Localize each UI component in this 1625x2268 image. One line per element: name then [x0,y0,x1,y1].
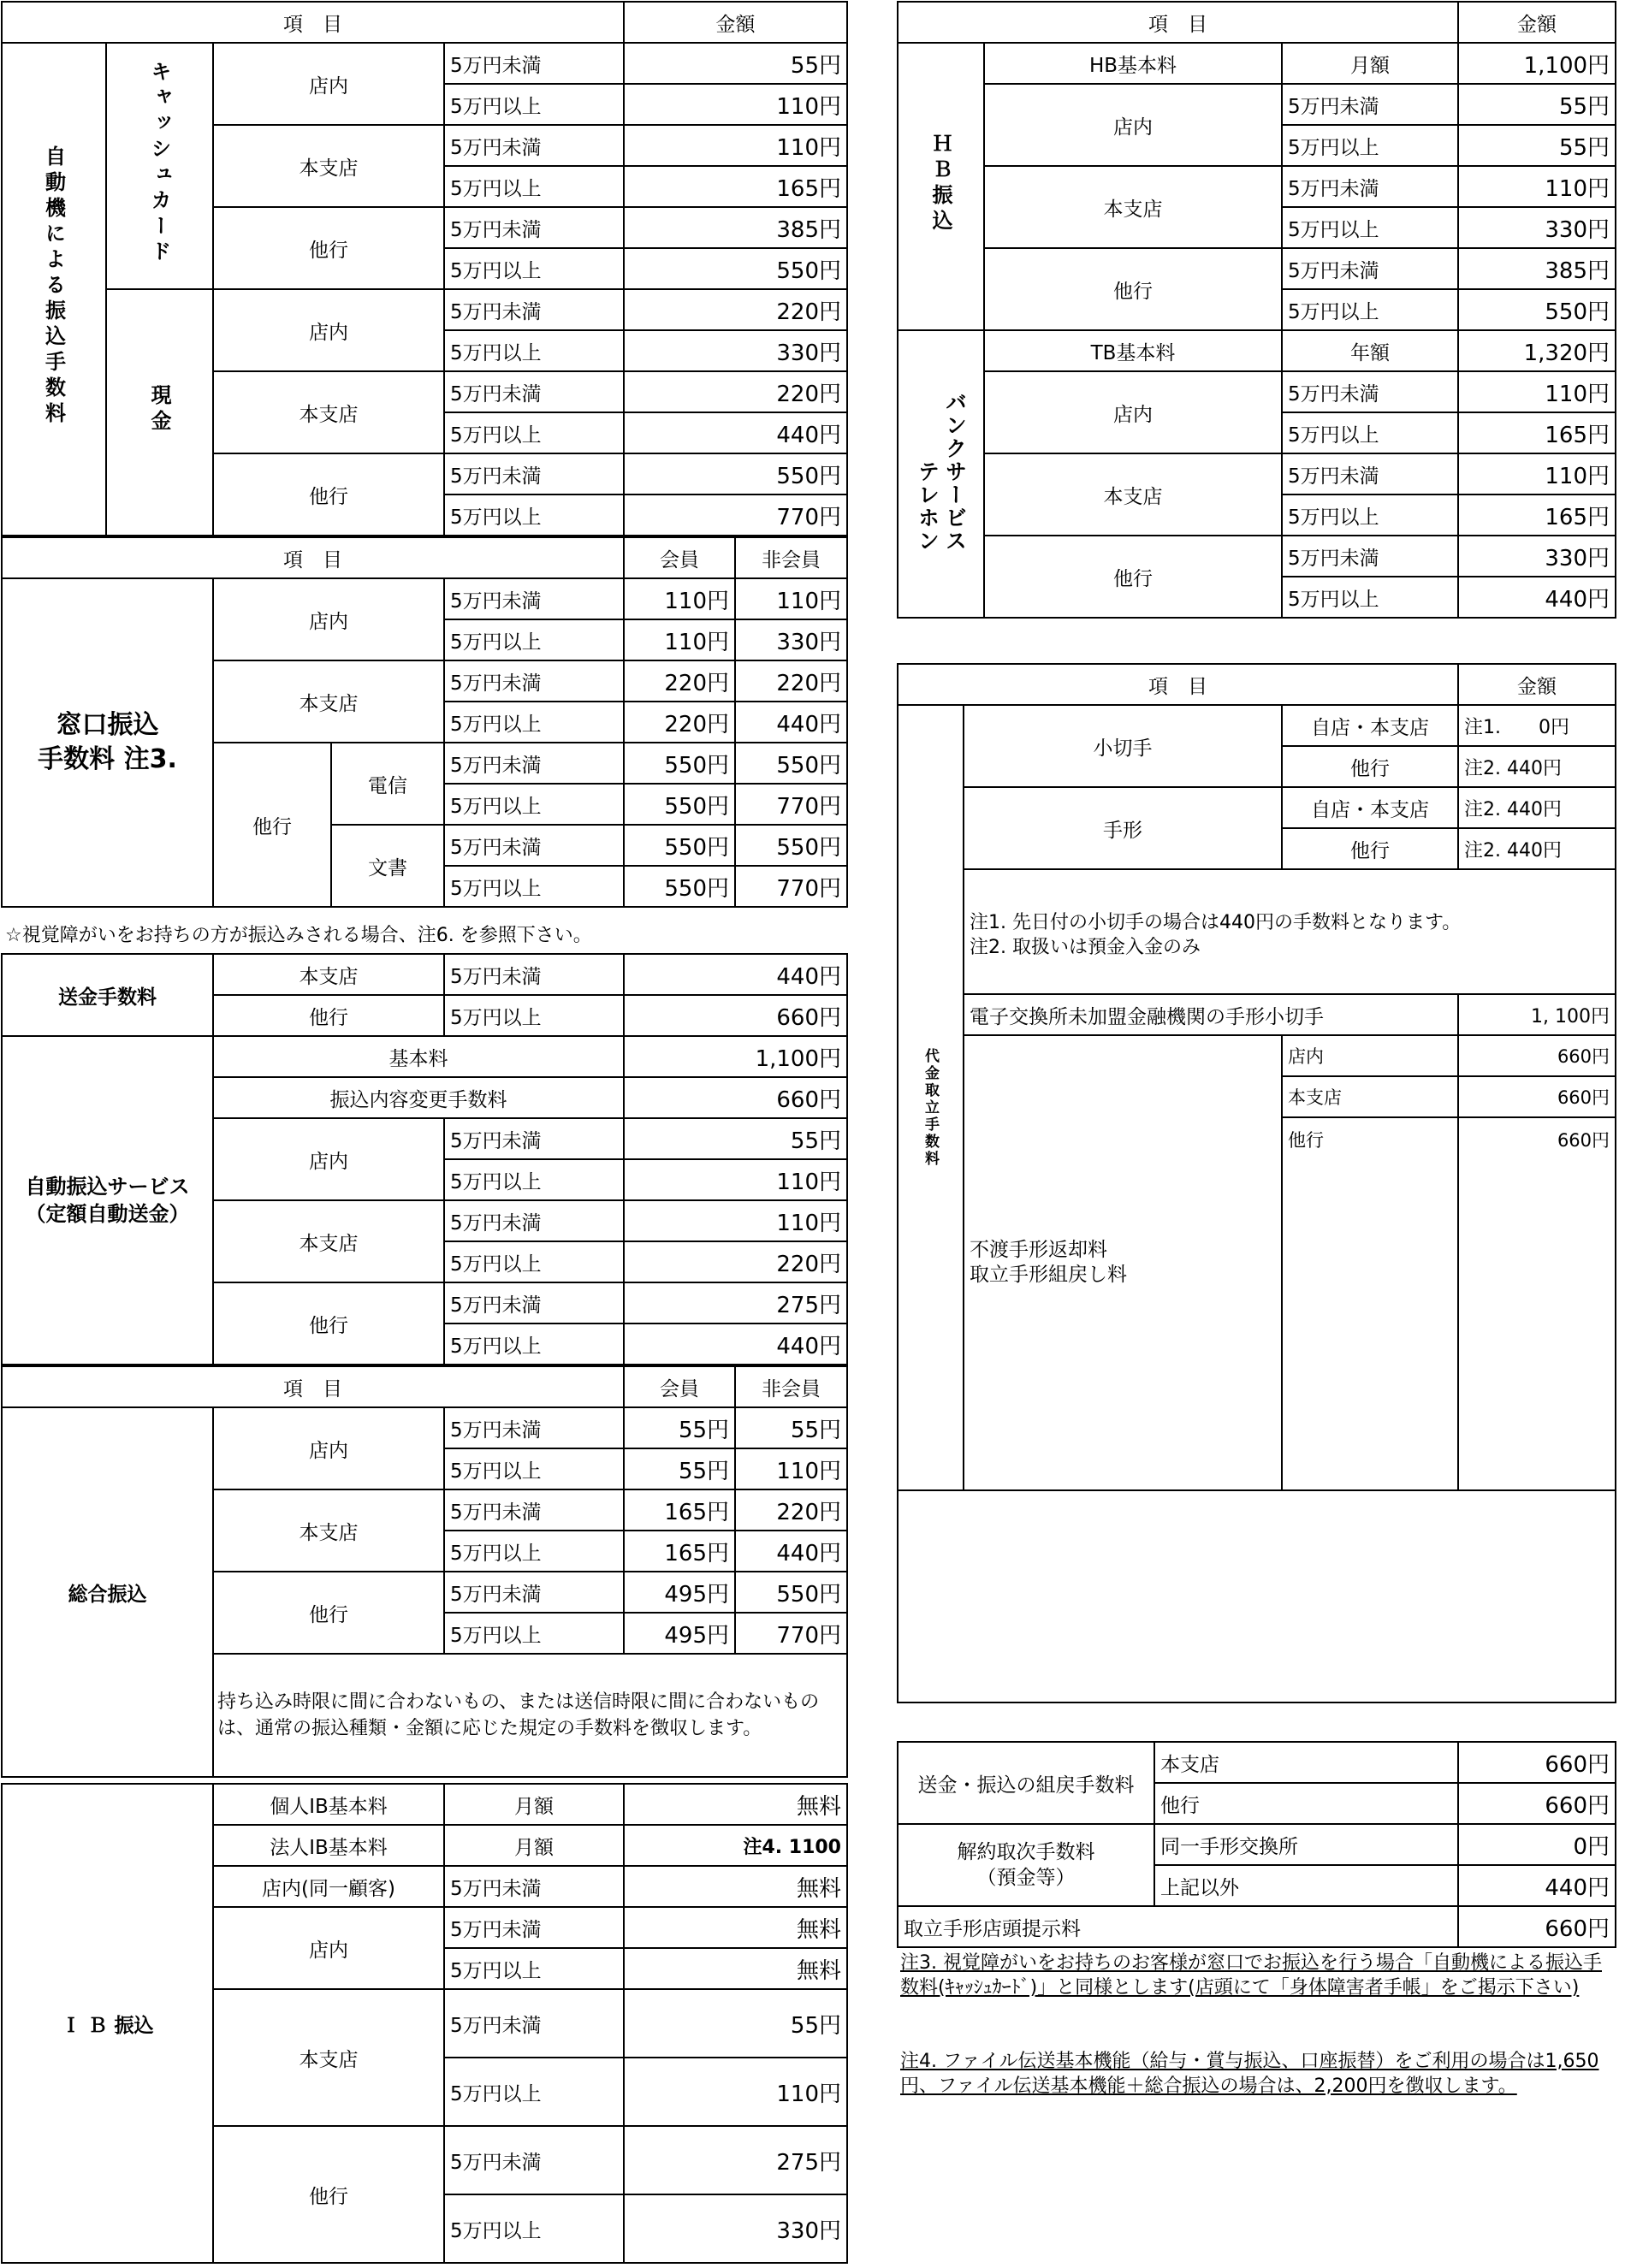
nonmember-fee: 770円 [735,866,847,907]
tier-over: 5万円以上 [444,494,624,536]
nengaku-label: 年額 [1282,330,1458,371]
row-label-tako: 他行 [213,207,444,289]
fee-cell: 110円 [624,125,847,166]
blank-area [898,1490,1616,1702]
row-label-honshi: 本支店 [213,1489,444,1572]
fee-cell: 110円 [1458,453,1616,494]
tier-under: 5万円未満 [444,1866,624,1907]
tier-over: 5万円以上 [1282,494,1458,536]
cash-card-label: キャッシュカード [106,43,213,289]
fee-cell: 注1. 0円 [1458,705,1616,746]
row-label-tako: 他行 [1154,1783,1458,1824]
fuwatari-line-2: 取立手形組戻し料 [970,1264,1127,1286]
tb-kihon-label: TB基本料 [984,330,1282,371]
tier-over: 5万円以上 [444,1613,624,1654]
fuwatari-line-1: 不渡手形返却料 [970,1239,1107,1261]
tier-under: 5万円未満 [444,1407,624,1448]
tier-under: 5万円未満 [444,453,624,494]
window-label [2,578,213,907]
header-item: 項 目 [2,537,624,578]
getsugaku-label: 月額 [444,1784,624,1825]
tegata-label: 手形 [964,787,1282,869]
fee-cell: 220円 [624,371,847,412]
fee-cell: 440円 [624,412,847,453]
fee-cell: 無料 [624,1948,847,1989]
tier-over: 5万円以上 [444,1241,624,1282]
row-label-tako: 他行 [213,743,331,907]
tier-under: 5万円未満 [1282,84,1458,125]
nonmember-fee: 770円 [735,1613,847,1654]
sougou-table [1,1365,848,1778]
fee-cell: 330円 [1458,536,1616,577]
tier-under: 5万円未満 [444,43,624,84]
member-fee: 550円 [624,825,735,866]
row-label-honshi: 本支店 [213,125,444,207]
header-nonmember: 非会員 [735,537,847,578]
row-label-tako: 他行 [213,1572,444,1654]
ib-table [1,1783,848,2264]
tier-over: 5万円以上 [444,866,624,907]
row-label-ten: 店内 [213,43,444,125]
tier-under: 5万円未満 [444,2126,624,2194]
fee-cell: 440円 [1458,577,1616,618]
atm-fee-table [1,1,848,536]
member-fee: 220円 [624,702,735,743]
getsugaku-label: 月額 [1282,43,1458,84]
tier-under: 5万円未満 [444,125,624,166]
daikin-table [897,663,1616,1703]
row-label-tako: 他行 [1282,746,1458,787]
nonmember-fee: 550円 [735,1572,847,1613]
header-amount: 金額 [624,2,847,43]
tier-under: 5万円未満 [444,1118,624,1159]
row-label-ten: 店内 [984,84,1282,166]
tier-under: 5万円未満 [1282,248,1458,289]
kogitte-label: 小切手 [964,705,1282,787]
fee-cell: 110円 [624,1159,847,1200]
window-label-line2: 手数料 注3. [38,744,177,774]
tier-over: 5万円以上 [444,166,624,207]
tier-over: 5万円以上 [444,412,624,453]
tier-over: 5万円以上 [444,330,624,371]
tier-under: 5万円未満 [444,1200,624,1241]
fee-cell: 1, 100円 [1458,994,1616,1035]
member-fee: 165円 [624,1489,735,1531]
fee-cell: 330円 [624,330,847,371]
fee-cell: 55円 [624,1989,847,2058]
kumi-label: 送金・振込の組戻手数料 [898,1742,1154,1824]
row-label-honshi: 本支店 [213,1200,444,1282]
header-amount: 金額 [1458,664,1616,705]
tier-under: 5万円未満 [444,1572,624,1613]
fee-cell: 275円 [624,1282,847,1323]
fee-cell: 55円 [1458,125,1616,166]
row-label-ten: 店内 [213,578,444,660]
tier-over: 5万円以上 [1282,125,1458,166]
houjin-label: 法人IB基本料 [213,1825,444,1866]
header-item: 項 目 [2,2,624,43]
kaiyaku-line-1: 解約取次手数料 [957,1841,1095,1863]
nonmember-fee: 440円 [735,702,847,743]
auto-label-line2: （定額自動送金） [25,1202,190,1226]
header-member: 会員 [624,1366,735,1407]
fee-cell: 55円 [624,1118,847,1159]
fee-cell: 550円 [624,248,847,289]
sougou-note: 持ち込み時限に間に合わないもの、または送信時限に間に合わないものは、通常の振込種類・金額に応じた規定の手数料を徴収します。 [213,1654,847,1777]
tier-under: 5万円未満 [444,578,624,619]
header-item: 項 目 [898,2,1458,43]
row-label-tako: 他行 [1282,1117,1458,1490]
soukin-label: 送金手数料 [2,954,213,1036]
fee-cell: 55円 [1458,84,1616,125]
fee-cell: 440円 [1458,1865,1616,1906]
fee-cell: 385円 [624,207,847,248]
row-label-tako: 他行 [1282,828,1458,869]
member-fee: 550円 [624,743,735,784]
tier-over: 5万円以上 [444,1448,624,1489]
soukin-table [1,953,848,1037]
row-label-honshi: 本支店 [984,166,1282,248]
fee-cell: 660円 [1458,1117,1616,1490]
tier-under: 5万円未満 [444,1489,624,1531]
row-label-honshi: 本支店 [213,1989,444,2126]
kaiyaku-line-2: （預金等） [976,1867,1076,1889]
fee-cell: 110円 [624,1200,847,1241]
kaiyaku-label [898,1824,1154,1906]
tb-label: テレホン バンクサービス [898,330,984,618]
tier-under: 5万円未満 [444,743,624,784]
tier-over: 5万円以上 [444,84,624,125]
nonmember-fee: 110円 [735,1448,847,1489]
toritate-label: 取立手形店頭提示料 [898,1906,1458,1947]
fee-cell: 110円 [624,84,847,125]
row-label-honshi: 本支店 [213,371,444,453]
fee-cell: 550円 [624,453,847,494]
tier-under: 5万円未満 [1282,453,1458,494]
tier-over: 5万円以上 [444,702,624,743]
fee-cell: 0円 [1458,1824,1616,1865]
atm-label: 自動機による振込手数料 [2,43,106,536]
row-label-ten: 店内 [213,1407,444,1489]
auto-label-line1: 自動振込サービス [25,1175,190,1199]
tier-over: 5万円以上 [444,2194,624,2263]
row-label-honshi: 本支店 [213,660,444,743]
row-label-ten: 店内 [213,1118,444,1200]
cash-label: 現金 [106,289,213,536]
tier-under: 5万円未満 [444,954,624,995]
row-label-tako: 他行 [213,2126,444,2263]
same-customer-label: 店内(同一顧客) [213,1866,444,1907]
nonmember-fee: 550円 [735,743,847,784]
tier-over: 5万円以上 [444,784,624,825]
fee-cell: 55円 [624,43,847,84]
member-fee: 55円 [624,1448,735,1489]
jiten-label: 自店・本支店 [1282,787,1458,828]
fee-cell: 660円 [1458,1035,1616,1076]
member-fee: 495円 [624,1613,735,1654]
note-3: 注3. 視覚障がいをお持ちのお客様が窓口でお振込を行う場合「自動機による振込手数料(ｷｬｯｼｭｶｰﾄﾞ)」と同様とします(店頭にて「身体障害者手帳」をご掲示下さい) [900,1952,1602,1999]
window-label-line1: 窓口振込 [56,710,159,740]
fee-cell: 110円 [1458,166,1616,207]
header-member: 会員 [624,537,735,578]
kihon-label: 基本料 [213,1036,624,1077]
nonmember-fee: 55円 [735,1407,847,1448]
row-label-ten: 店内 [213,1907,444,1989]
tier-over: 5万円以上 [444,248,624,289]
fee-cell: 660円 [1458,1076,1616,1117]
fee-cell: 165円 [1458,412,1616,453]
tier-under: 5万円未満 [1282,536,1458,577]
nonmember-fee: 440円 [735,1531,847,1572]
tier-over: 5万円以上 [1282,577,1458,618]
tier-under: 5万円未満 [444,1282,624,1323]
fuwatari-label [964,1035,1282,1490]
tier-over: 5万円以上 [444,1948,624,1989]
daikin-label: 代金取立手数料 [898,705,964,1490]
auto-label [2,1036,213,1365]
member-fee: 495円 [624,1572,735,1613]
member-fee: 165円 [624,1531,735,1572]
row-label-ten: 店内 [1282,1035,1458,1076]
member-fee: 110円 [624,578,735,619]
fee-cell: 220円 [624,1241,847,1282]
fee-cell: 無料 [624,1866,847,1907]
tier-under: 5万円未満 [444,1907,624,1948]
other-label: 上記以外 [1154,1865,1458,1906]
row-label-tako: 他行 [213,1282,444,1365]
fee-cell: 注2. 440円 [1458,828,1616,869]
fee-cell: 注4. 1100 [624,1825,847,1866]
nonmember-fee: 110円 [735,578,847,619]
fee-cell: 330円 [1458,207,1616,248]
misc-fee-table [897,1741,1616,1948]
tier-over: 5万円以上 [1282,289,1458,330]
fee-cell: 550円 [1458,289,1616,330]
nonmember-fee: 330円 [735,619,847,660]
tier-under: 5万円未満 [444,371,624,412]
fee-cell: 1,320円 [1458,330,1616,371]
fee-cell: 注2. 440円 [1458,746,1616,787]
fee-cell: 注2. 440円 [1458,787,1616,828]
auto-transfer-table [1,1035,848,1365]
window-fee-table [1,536,848,908]
tier-over: 5万円以上 [1282,207,1458,248]
fee-cell: 660円 [1458,1742,1616,1783]
tier-under: 5万円未満 [1282,166,1458,207]
hb-tb-table [897,1,1616,619]
fee-cell: 165円 [1458,494,1616,536]
tier-under: 5万円未満 [444,1989,624,2058]
daikin-note-2: 注2. 取扱いは預金入金のみ [970,937,1201,958]
getsugaku-label: 月額 [444,1825,624,1866]
tier-over: 5万円以上 [444,2058,624,2126]
same-clearing-label: 同一手形交換所 [1154,1824,1458,1865]
nonmember-fee: 770円 [735,784,847,825]
member-fee: 110円 [624,619,735,660]
fee-cell: 385円 [1458,248,1616,289]
tier-under: 5万円未満 [444,660,624,702]
sougou-label: 総合振込 [2,1407,213,1777]
hb-kihon-label: HB基本料 [984,43,1282,84]
tier-over: 5万円以上 [444,619,624,660]
tier-under: 5万円未満 [444,207,624,248]
fee-cell: 220円 [624,289,847,330]
hb-label: ＨＢ振込 [898,43,984,330]
tier-over: 5万円以上 [444,995,624,1036]
row-label-ten: 店内 [213,289,444,371]
fee-cell: 660円 [624,995,847,1036]
fee-cell: 無料 [624,1784,847,1825]
fee-cell: 770円 [624,494,847,536]
tier-over: 5万円以上 [444,1531,624,1572]
jiten-label: 自店・本支店 [1282,705,1458,746]
row-label-tako: 他行 [984,248,1282,330]
nonmember-fee: 550円 [735,825,847,866]
bunsho-label: 文書 [331,825,444,907]
tier-under: 5万円未満 [1282,371,1458,412]
tier-under: 5万円未満 [444,289,624,330]
row-label-honshi: 本支店 [1154,1742,1458,1783]
row-label-tako: 他行 [213,453,444,536]
denshin-label: 電信 [331,743,444,825]
fee-cell: 660円 [1458,1906,1616,1947]
henkou-label: 振込内容変更手数料 [213,1077,624,1118]
daikin-notes [964,869,1616,994]
member-fee: 550円 [624,866,735,907]
fee-cell: 440円 [624,954,847,995]
star-note: ☆視覚障がいをお持ちの方が振込みされる場合、注6. を参照下さい。 [5,925,592,946]
row-label-tako: 他行 [213,995,444,1036]
header-amount: 金額 [1458,2,1616,43]
row-label-honshi: 本支店 [984,453,1282,536]
fee-cell: 無料 [624,1907,847,1948]
note-4: 注4. ファイル伝送基本機能（給与・賞与振込、口座振替）をご利用の場合は1,650円、ファイル伝送基本機能＋総合振込の場合は、2,200円を徴収します。 [900,2051,1599,2097]
member-fee: 550円 [624,784,735,825]
fee-cell: 1,100円 [624,1036,847,1077]
fee-cell: 110円 [624,2058,847,2126]
fee-cell: 165円 [624,166,847,207]
fee-cell: 110円 [1458,371,1616,412]
header-item: 項 目 [898,664,1458,705]
daikin-note-1: 注1. 先日付の小切手の場合は440円の手数料となります。 [970,912,1462,933]
row-label-tako: 他行 [984,536,1282,618]
row-label-ten: 店内 [984,371,1282,453]
tier-over: 5万円以上 [444,1323,624,1365]
member-fee: 55円 [624,1407,735,1448]
tier-under: 5万円未満 [444,825,624,866]
tier-over: 5万円以上 [444,1159,624,1200]
nonmember-fee: 220円 [735,660,847,702]
fee-cell: 660円 [1458,1783,1616,1824]
member-fee: 220円 [624,660,735,702]
fee-cell: 275円 [624,2126,847,2194]
header-item: 項 目 [2,1366,624,1407]
fee-cell: 330円 [624,2194,847,2263]
nonmember-fee: 220円 [735,1489,847,1531]
denshi-label: 電子交換所未加盟金融機関の手形小切手 [964,994,1458,1035]
ib-label: Ｉ Ｂ 振込 [2,1784,213,2263]
row-label-honshi: 本支店 [213,954,444,995]
fee-cell: 1,100円 [1458,43,1616,84]
row-label-honshi: 本支店 [1282,1076,1458,1117]
tier-over: 5万円以上 [1282,412,1458,453]
fee-cell: 660円 [624,1077,847,1118]
kojin-label: 個人IB基本料 [213,1784,444,1825]
header-nonmember: 非会員 [735,1366,847,1407]
fee-cell: 440円 [624,1323,847,1365]
